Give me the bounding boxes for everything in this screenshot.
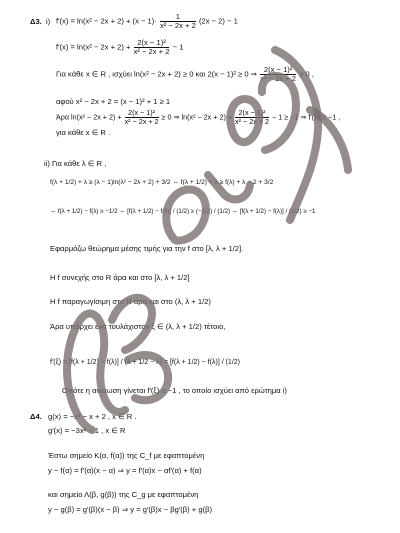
d3-eq-line-2 xyxy=(56,39,183,56)
eq-text: Για κάθε x ∈ R , ισχύει ln(x² − 2x + 2) ≥ 0 και 2(x − 1)² ≥ 0 ⇒ xyxy=(56,69,258,79)
d4-eq-line-2: g′(x) = −3x² − 1 , x ∈ R xyxy=(48,426,126,435)
eq-text: (2x − 2) − 1 xyxy=(198,16,238,26)
d4-eq-line-3: Έστω σημείο K(α, f(α)) της C_f με εφαπτομένη xyxy=(48,451,205,460)
eq-text: − 1 xyxy=(172,42,184,52)
denominator: x² − 2x + 2 xyxy=(260,74,297,83)
eq-text: − 1 ≥ −1 ⇒ f′(x) ≥ −1 , xyxy=(272,112,341,122)
part-ii-intro: ii) Για κάθε λ ∈ R , xyxy=(44,159,107,168)
fraction xyxy=(160,13,196,30)
eq-text: ≥ 0 , xyxy=(299,69,314,79)
eq-text: f′(x) = ln(x² − 2x + 2) + (x − 1)· xyxy=(56,16,157,26)
d3-eq-line-6: για κάθε x ∈ R . xyxy=(56,128,111,137)
ii-eq-line-8: Οπότε η ανίσωση γίνεται f′(ξ) ≥ −1 , το οποίο ισχύει από ερώτημα i) xyxy=(62,386,287,395)
d4-eq-line-5: και σημείο Λ(β, g(β)) της C_g με εφαπτομένη xyxy=(48,490,199,499)
d4-eq-line-4: y − f(α) = f′(α)(x − α) ⇒ y = f′(α)x − αf′(α) + f(α) xyxy=(48,466,202,475)
ii-eq-line-4: Η f συνεχής στο R άρα και στο [λ, λ + 1/2] xyxy=(50,273,190,282)
part-i-label: i) xyxy=(46,17,51,26)
eq-text: ≥ 0 ⇒ ln(x² − 2x + 2) + xyxy=(161,112,233,122)
d3-eq-line-4: αφού x² − 2x + 2 = (x − 1)² + 1 ≥ 1 xyxy=(56,97,171,106)
section-d4-label: Δ4. xyxy=(30,412,42,421)
section-d3-label: Δ3. xyxy=(30,17,42,26)
ii-eq-line-5: Η f παραγωγίσιμη στο R άρα και στο (λ, λ + 1/2) xyxy=(50,297,211,306)
fraction xyxy=(260,66,296,83)
numerator: 2(x − 1)² xyxy=(125,109,159,118)
fraction xyxy=(125,109,159,126)
ii-eq-line-7: f′(ξ) = [f(λ + 1/2) − f(λ)] / (λ + 1/2 − λ) = [f(λ + 1/2) − f(λ)] / (1/2) xyxy=(50,359,240,366)
denominator: x² − 2x + 2 xyxy=(235,117,270,126)
numerator: 2(x − 1)² xyxy=(134,39,170,48)
ii-eq-line-1: f(λ + 1/2) + λ ≥ (λ − 1)ln(λ² − 2λ + 2) + 3/2 ⇔ f(λ + 1/2) + λ ≥ f(λ) + λ + 2 + 3/2 xyxy=(50,179,274,186)
numerator: 2(x − 1)² xyxy=(235,109,269,118)
fraction xyxy=(235,109,269,126)
d4-eq-line-1: g(x) = −x³ − x + 2 , x ∈ R . xyxy=(48,412,137,421)
d3-eq-line-5 xyxy=(56,109,340,126)
d4-eq-line-6: y − g(β) = g′(β)(x − β) ⇒ y = g′(β)x − βg′(β) + g(β) xyxy=(48,505,213,514)
ii-eq-line-2: ⇔ f(λ + 1/2) − f(λ) ≥ −1/2 ⇔ [f(λ + 1/2) − f(λ)] / (1/2) ≥ (−1/2) / (1/2) ⇔ [f(λ + 1/2) − f(λ)] / (1/2) ≥ −1 xyxy=(50,208,316,215)
ii-eq-line-3: Εφαρμόζω θεώρημα μέσης τιμής για την f στο [λ, λ + 1/2]. xyxy=(50,244,244,253)
denominator: x² − 2x + 2 xyxy=(124,117,159,126)
denominator: x² − 2x + 2 xyxy=(159,21,196,30)
d3-eq-line-3 xyxy=(56,66,314,83)
fraction xyxy=(134,39,170,56)
eq-text: f′(x) = ln(x² − 2x + 2) + xyxy=(56,42,131,52)
ii-eq-line-6: Άρα υπάρχει ένα τουλάχιστον ξ ∈ (λ, λ + 1/2) τέτοιο, xyxy=(50,322,226,331)
eq-text: Άρα ln(x² − 2x + 2) + xyxy=(56,112,122,122)
numerator: 1 xyxy=(160,13,196,22)
denominator: x² − 2x + 2 xyxy=(133,47,170,56)
numerator: 2(x − 1)² xyxy=(260,66,296,75)
d3-eq-line-1 xyxy=(56,13,238,30)
